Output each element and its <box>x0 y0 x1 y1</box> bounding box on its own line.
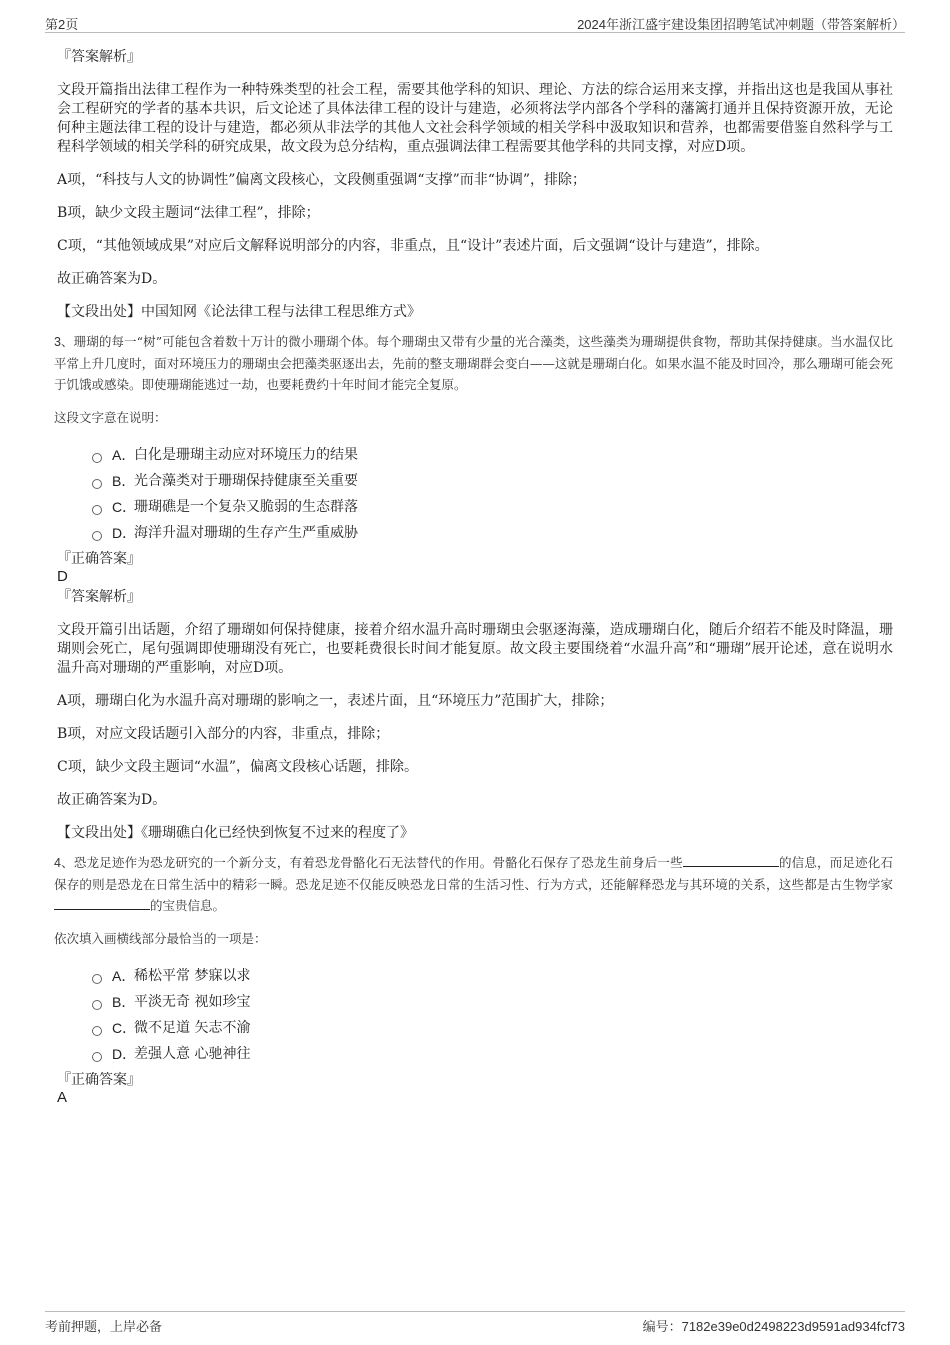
option-b[interactable] <box>92 468 893 494</box>
radio-icon[interactable] <box>92 531 102 541</box>
analysis-option-a: A项，珊瑚白化为水温升高对珊瑚的影响之一，表述片面，且“环境压力”范围扩大，排除； <box>57 693 614 709</box>
option-letter: A． <box>112 447 136 463</box>
analysis-label: 『答案解析』 <box>57 49 141 65</box>
document-title: 2024年浙江盛宇建设集团招聘笔试冲刺题（带答案解析） <box>577 17 905 32</box>
footer-slogan: 考前押题，上岸必备 <box>45 1320 163 1335</box>
option-list <box>54 442 893 546</box>
question-stem-part3: 的宝贵信息。 <box>150 898 226 913</box>
radio-icon[interactable] <box>92 479 102 489</box>
radio-icon[interactable] <box>92 1052 102 1062</box>
question-prompt: 这段文字意在说明： <box>54 410 167 425</box>
option-letter: D． <box>112 525 137 541</box>
option-letter: C． <box>112 499 137 515</box>
option-b[interactable] <box>92 989 893 1015</box>
option-c[interactable] <box>92 1015 893 1041</box>
option-text: 平淡无奇 视如珍宝 <box>134 994 251 1010</box>
option-a[interactable] <box>92 963 893 989</box>
option-text: 珊瑚礁是一个复杂又脆弱的生态群落 <box>134 499 358 515</box>
option-letter: C． <box>112 1020 137 1036</box>
page-content <box>54 44 893 1107</box>
option-text: 海洋升温对珊瑚的生存产生严重威胁 <box>134 525 358 541</box>
question-4 <box>54 852 893 1067</box>
question-stem-part2: 的信息，而足迹化石保存的则是恐龙在日常生活中的精彩一瞬。恐龙足迹不仅能反映恐龙日常的生活习性、行为方式，还能解释恐龙与其环境的关系，这些都是古生物学家 <box>54 855 893 892</box>
radio-icon[interactable] <box>92 1026 102 1036</box>
option-text: 微不足道 矢志不渝 <box>134 1020 251 1036</box>
analysis-option-c: C项，“其他领域成果”对应后文解释说明部分的内容，非重点，且“设计”表述片面，后文强调“设计与建造”，排除。 <box>57 238 769 254</box>
analysis-option-b: B项，缺少文段主题词“法律工程”，排除； <box>57 205 320 221</box>
analysis-conclusion: 故正确答案为D。 <box>57 792 167 808</box>
radio-icon[interactable] <box>92 453 102 463</box>
question-3-answer <box>57 550 893 843</box>
radio-icon[interactable] <box>92 974 102 984</box>
question-stem-text: 珊瑚的每一“树”可能包含着数十万计的微小珊瑚个体。每个珊瑚虫又带有少量的光合藻类，这些藻类为珊瑚提供食物，帮助其保持健康。当水温仅比平常上升几度时，面对环境压力的珊瑚虫会把藻类驱逐出去，先前的整支珊瑚群会变白——这就是珊瑚白化。如果水温不能及时回冷，那么珊瑚可能会死于饥饿或感染。即使珊瑚能逃过一劫，也要耗费约十年时间才能完全复原。 <box>54 334 893 392</box>
source-citation: 【文段出处】《珊瑚礁白化已经快到恢复不过来的程度了》 <box>57 825 414 841</box>
question-number: 3、 <box>54 335 74 349</box>
analysis-option-b: B项，对应文段话题引入部分的内容，非重点，排除； <box>57 726 390 742</box>
correct-answer: D <box>57 568 68 585</box>
answer-label: 『正确答案』 <box>57 551 141 567</box>
option-d[interactable] <box>92 1041 893 1067</box>
source-citation: 【文段出处】中国知网《论法律工程与法律工程思维方式》 <box>57 304 421 320</box>
answer-label: 『正确答案』 <box>57 1072 141 1088</box>
option-text: 稀松平常 梦寐以求 <box>134 968 251 984</box>
radio-icon[interactable] <box>92 1000 102 1010</box>
option-text: 差强人意 心驰神往 <box>134 1046 251 1062</box>
analysis-option-a: A项，“科技与人文的协调性”偏离文段核心，文段侧重强调“支撑”而非“协调”，排除； <box>57 172 587 188</box>
option-letter: B． <box>112 473 136 489</box>
analysis-label: 『答案解析』 <box>57 589 141 605</box>
fill-blank-1[interactable] <box>683 853 779 867</box>
question-2-analysis <box>57 48 893 322</box>
page-header <box>45 10 905 33</box>
option-a[interactable] <box>92 442 893 468</box>
question-prompt: 依次填入画横线部分最恰当的一项是： <box>54 931 267 946</box>
question-3 <box>54 331 893 546</box>
analysis-conclusion: 故正确答案为D。 <box>57 271 167 287</box>
question-4-answer <box>57 1071 893 1107</box>
question-stem <box>54 852 893 916</box>
question-stem-part1: 恐龙足迹作为恐龙研究的一个新分支，有着恐龙骨骼化石无法替代的作用。骨骼化石保存了恐龙生前身后一些 <box>73 855 683 870</box>
document-serial: 编号：7182e39e0d2498223d9591ad934fcf73 <box>642 1319 905 1334</box>
option-text: 光合藻类对于珊瑚保持健康至关重要 <box>134 473 358 489</box>
correct-answer: A <box>57 1089 68 1106</box>
option-letter: B． <box>112 994 136 1010</box>
option-list <box>54 963 893 1067</box>
option-c[interactable] <box>92 494 893 520</box>
option-d[interactable] <box>92 520 893 546</box>
page-number: 第2页 <box>45 17 79 32</box>
option-text: 白化是珊瑚主动应对环境压力的结果 <box>134 447 358 463</box>
question-number: 4、 <box>54 856 74 870</box>
question-stem <box>54 331 893 395</box>
option-letter: D． <box>112 1046 137 1062</box>
radio-icon[interactable] <box>92 505 102 515</box>
analysis-option-c: C项，缺少文段主题词“水温”，偏离文段核心话题，排除。 <box>57 759 419 775</box>
option-letter: A． <box>112 968 136 984</box>
analysis-paragraph: 文段开篇指出法律工程作为一种特殊类型的社会工程，需要其他学科的知识、理论、方法的综合运用来支撑，并指出这也是我国从事社会工程研究的学者的基本共识，后文论述了具体法律工程的设计与建造，必须将法学内部各个学科的藩篱打通并且保持资源开放，无论何种主题法律工程的设计与建造，都必须从非法学的其他人文社会科学领域的相关学科中汲取知识和营养，也都需要借鉴自然科学与工程科学领域的相关学科的研究成果，故文段为总分结构，重点强调法律工程需要其他学科的共同支撑，对应D项。 <box>57 82 893 155</box>
analysis-paragraph: 文段开篇引出话题，介绍了珊瑚如何保持健康，接着介绍水温升高时珊瑚虫会驱逐海藻，造成珊瑚白化，随后介绍若不能及时降温，珊瑚则会死亡，尾句强调即使珊瑚没有死亡，也要耗费很长时间才能复原。故文段主要围绕着“水温升高”和“珊瑚”展开论述，意在说明水温升高对珊瑚的严重影响，对应D项。 <box>57 622 893 676</box>
fill-blank-2[interactable] <box>54 896 150 910</box>
page-footer <box>45 1311 905 1334</box>
